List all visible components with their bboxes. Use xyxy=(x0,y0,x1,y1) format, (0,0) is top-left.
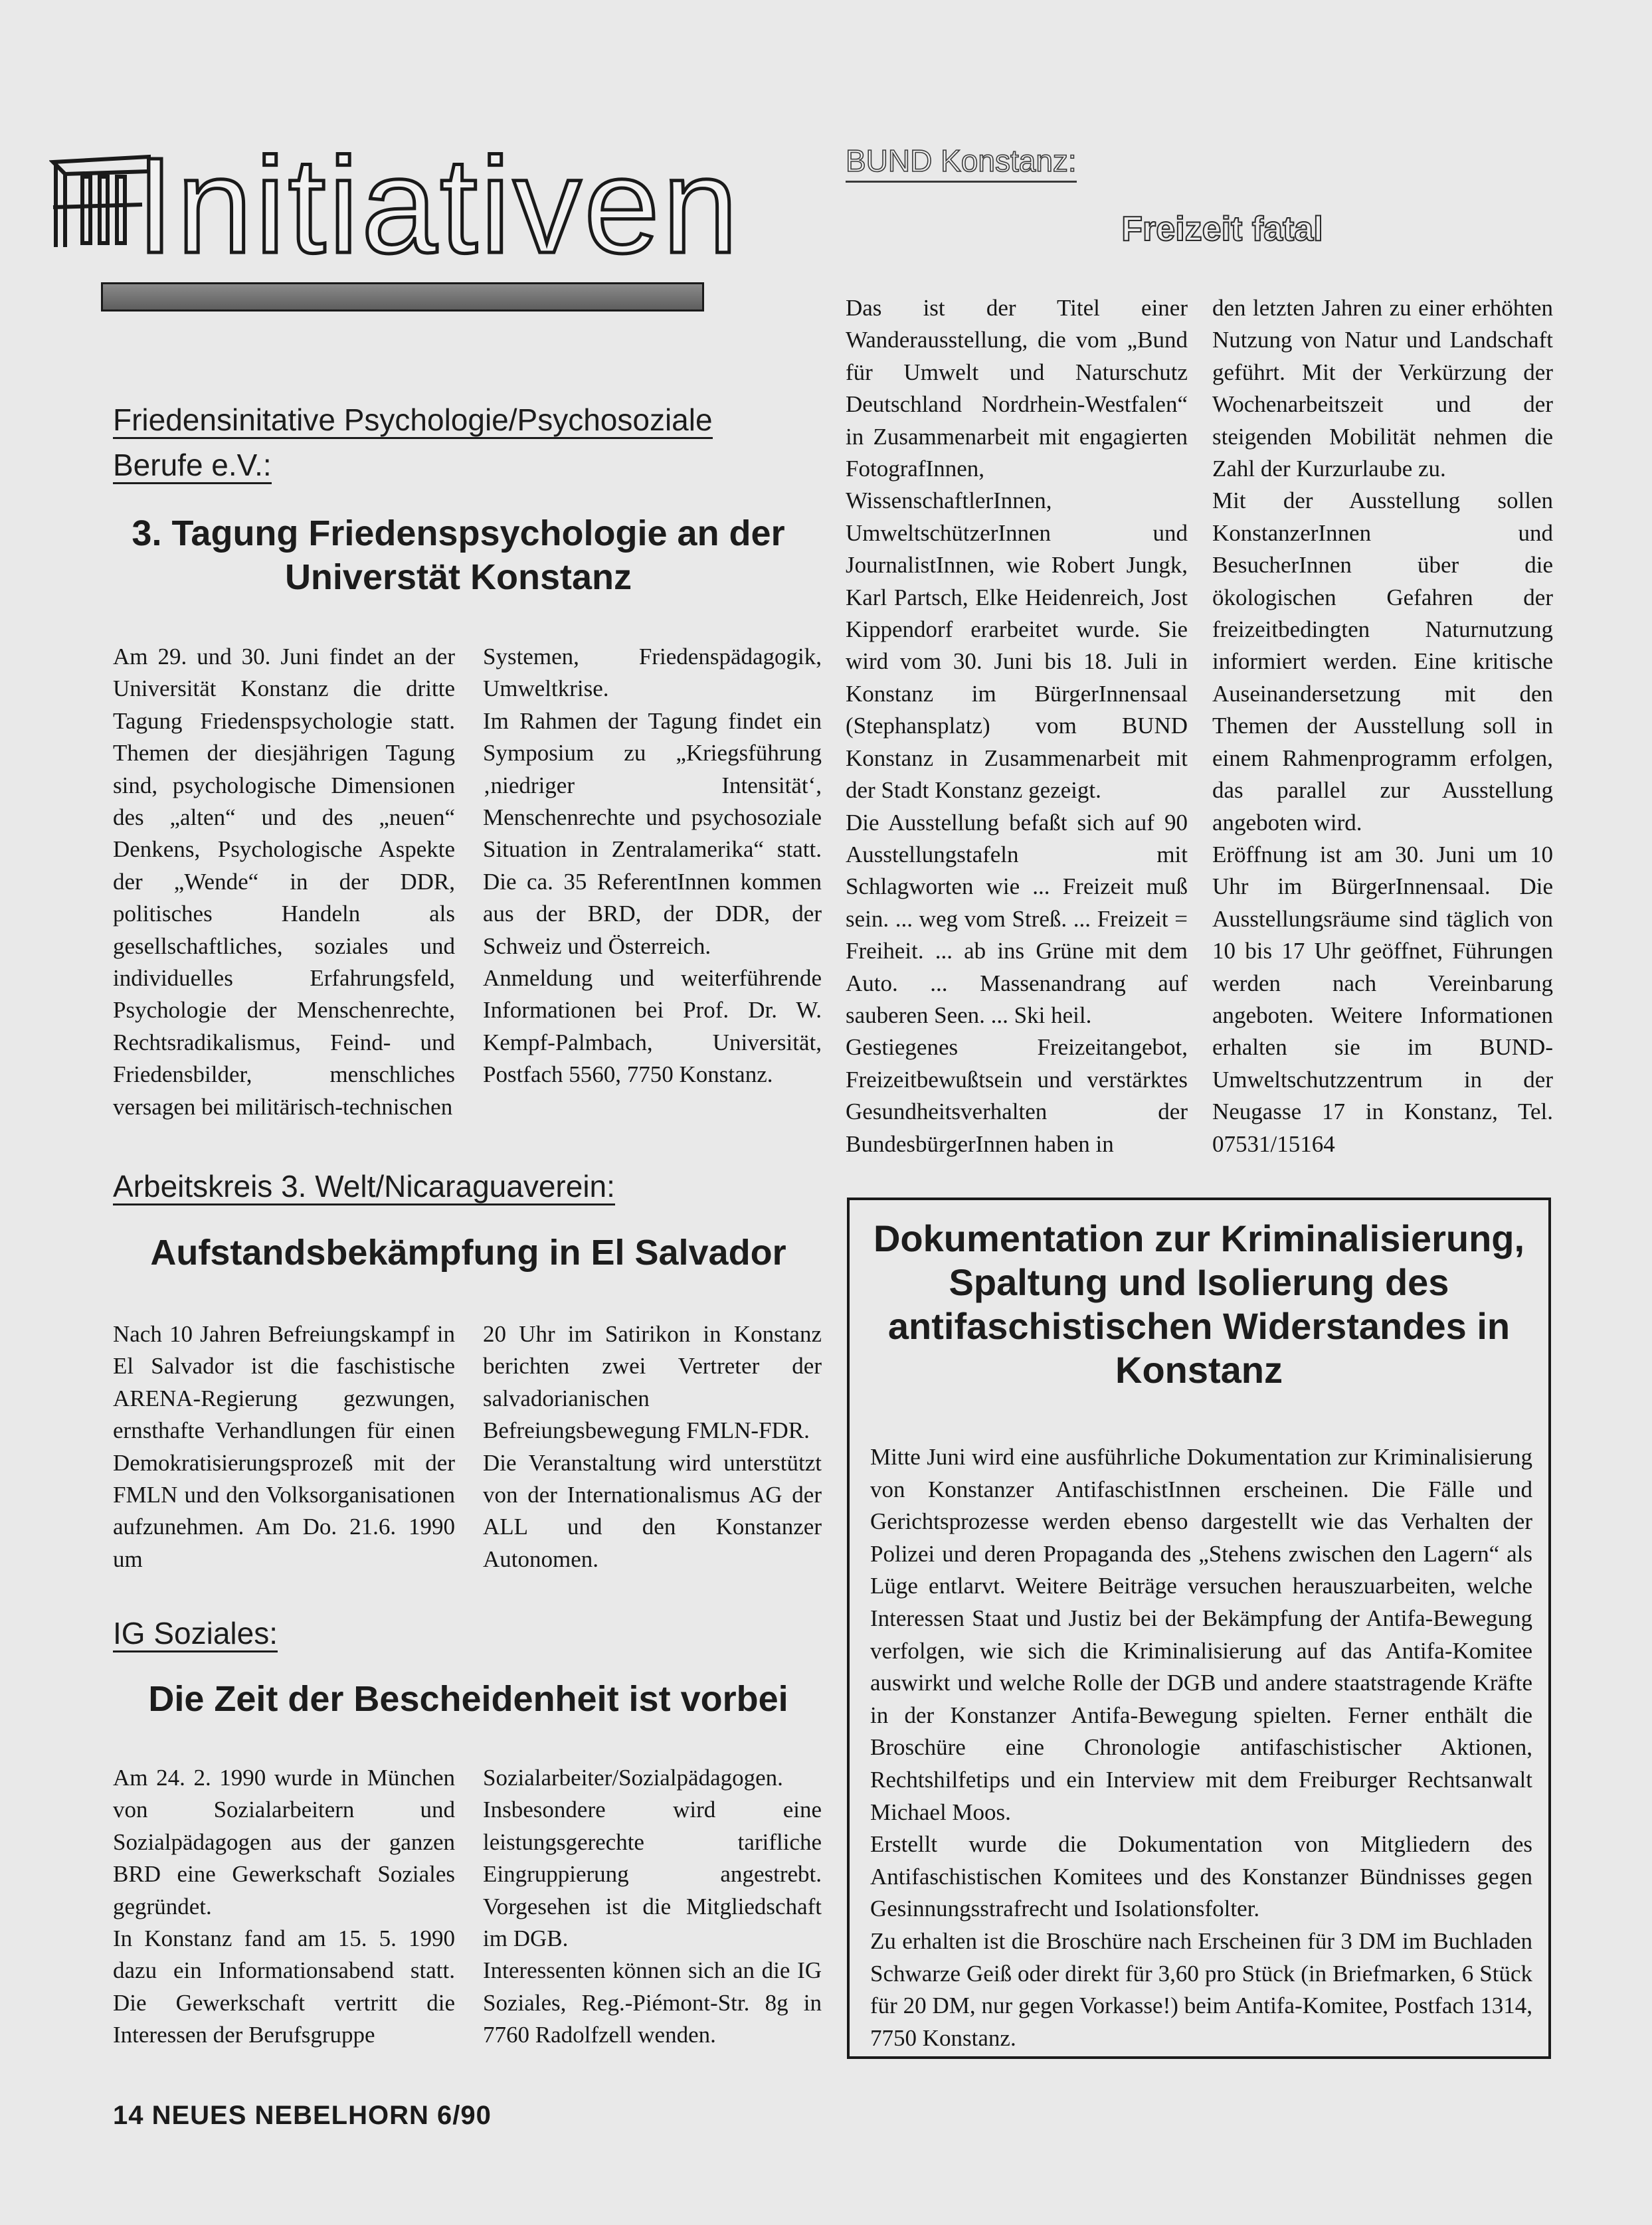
article-column-2 xyxy=(1212,292,1553,1160)
article-headline: Aufstandsbekämpfung in El Salvador xyxy=(150,1233,786,1273)
article-headline: Die Zeit der Bescheidenheit ist vorbei xyxy=(148,1679,788,1719)
page-footer: 14 NEUES NEBELHORN 6/90 xyxy=(113,2101,492,2130)
article-column-1 xyxy=(846,292,1188,1160)
paragraph: Erstellt wurde die Dokumentation von Mitgliedern des Antifaschistischen Komitees und des Konstanzer Bündnisses gegen Gesinnungsstrafrecht und Isolationsfolter. xyxy=(870,1831,1532,1922)
paragraph: Sozialarbeiter/Sozialpädagogen. xyxy=(483,1765,783,1791)
paragraph: 20 Uhr im Satirikon in Konstanz berichten zwei Vertreter der salvadorianischen Befreiungsbewegung FMLN-FDR. xyxy=(483,1321,822,1444)
article-column-1 xyxy=(113,641,455,1123)
paragraph: In Konstanz fand am 15. 5. 1990 dazu ein Informationsabend statt. Die Gewerkschaft vertritt die Interessen der Berufsgruppe xyxy=(113,1925,455,2048)
paragraph: Die Ausstellung befaßt sich auf 90 Ausstellungstafeln mit Schlagworten wie ... Freizeit muß sein. ... weg vom Streß. ... Freizeit = Freiheit. ... ab ins Grüne mit dem Auto. ... Massenandrang auf sauberen Seen. ... Ski heil. xyxy=(846,809,1188,1028)
paragraph: Die Veranstaltung wird unterstützt von der Internationalismus AG der ALL und den Konstanzer Autonomen. xyxy=(483,1449,822,1572)
kicker-text: Arbeitskreis 3. Welt/Nicaraguaverein: xyxy=(113,1169,615,1205)
article-column-2 xyxy=(483,1318,822,1575)
article-kicker xyxy=(113,1164,810,1209)
paragraph: Mit der Ausstellung sollen KonstanzerInnen und BesucherInnen über die ökologischen Gefahren der freizeitbedingten Naturnutzung informiert werden. Eine kritische Auseinandersetzung mit den Themen der Ausstellung soll in einem Rahmenprogramm erfolgen, das parallel zur Ausstellung angeboten wird. xyxy=(1212,488,1553,836)
article-body xyxy=(870,1441,1532,2054)
article-column-1 xyxy=(113,1762,455,2052)
masthead-title: Initiativen xyxy=(136,130,741,282)
paragraph: Eröffnung ist am 30. Juni um 10 Uhr im BürgerInnensaal. Die Ausstellungsräume sind täglich von 10 bis 17 Uhr geöffnet, Führungen werden nach Vereinbarung angeboten. Weitere Informationen erhalten sie im BUND-Umweltschutzzentrum in der Neugasse 17 in Konstanz, Tel. 07531/15164 xyxy=(1212,841,1553,1157)
paragraph: Systemen, Friedenspädagogik, Umweltkrise. xyxy=(483,644,822,702)
article-column-1 xyxy=(113,1318,455,1575)
paragraph: Insbesondere wird eine leistungsgerechte tarifliche Eingruppierung angestrebt. Vorgesehen ist die Mitgliedschaft im DGB. xyxy=(483,1797,822,1952)
paragraph: Am 24. 2. 1990 wurde in München von Sozialarbeitern und Sozialpädagogen aus der ganzen BRD eine Gewerkschaft Soziales gegründet. xyxy=(113,1765,455,1919)
article-kicker xyxy=(113,1611,511,1656)
article-kicker: BUND Konstanz: xyxy=(846,141,1077,183)
paragraph: Mitte Juni wird eine ausführliche Dokumentation zur Kriminalisierung von Konstanzer AntifaschistInnen erscheinen. Die Fälle und Gerichtsprozesse werden ebenso dargestellt wie das Verhalten der Polizei und deren Propaganda des „Stehens zwischen den Lagern“ als Lüge entlarvt. Weitere Beiträge versuchen herauszuarbeiten, welche Interessen Staat und Justiz bei der Bekämpfung der Antifa-Bewegung verfolgen, wie sich die Kriminalisierung auf das Antifa-Komitee auswirkt und welche Rolle der DGB und andere staatstragende Kräfte in der Konstanzer Antifa-Bewegung spielten. Ferner enthält die Broschüre eine Chronologie antifaschistischer Aktionen, Rechtshilfetips und ein Interview mit dem Freiburger Rechtsanwalt Michael Moos. xyxy=(870,1444,1532,1825)
paragraph: Im Rahmen der Tagung findet ein Symposium zu „Kriegsführung ‚niedriger Intensität‘, Menschenrechte und psychosoziale Situation in Zentralamerika“ statt. Die ca. 35 ReferentInnen kommen aus der BRD, der DDR, der Schweiz und Österreich. xyxy=(483,707,822,959)
article-headline: 3. Tagung Friedenspsychologie an der Universtät Konstanz xyxy=(132,513,785,597)
article-column-2 xyxy=(483,641,822,1091)
paragraph: Anmeldung und weiterführende Informationen bei Prof. Dr. W. Kempf-Palmbach, Universität, Postfach 5560, 7750 Konstanz. xyxy=(483,965,822,1088)
article-headline: Dokumentation zur Kriminalisierung, Spaltung und Isolierung des antifaschistischen Widerstandes in Konstanz xyxy=(873,1217,1525,1391)
kicker-text: Friedensinitative Psychologie/Psychosoziale Berufe e.V.: xyxy=(113,402,713,484)
paragraph: Gestiegenes Freizeitangebot, Freizeitbewußtsein und verstärktes Gesundheitsverhalten der BundesbürgerInnen haben in xyxy=(846,1034,1188,1157)
article-headline: Freizeit fatal xyxy=(1121,210,1323,248)
article-kicker xyxy=(113,397,777,488)
paragraph: Das ist der Titel einer Wanderausstellung, die vom „Bund für Umwelt und Naturschutz Deutschland Nordrhein-Westfalen“ in Zusammenarbeit mit engagierten FotografInnen, WissenschaftlerInnen, UmweltschützerInnen und JournalistInnen, wie Robert Jungk, Karl Partsch, Elke Heidenreich, Jost Kippendorf erarbeitet wurde. Sie wird vom 30. Juni bis 18. Juli in Konstanz im BürgerInnensaal (Stephansplatz) vom BUND Konstanz in Zusammenarbeit mit der Stadt Konstanz gezeigt. xyxy=(846,295,1188,804)
paragraph: Am 29. und 30. Juni findet an der Universität Konstanz die dritte Tagung Friedenspsychologie statt. Themen der diesjährigen Tagung sind, psychologische Dimensionen des „alten“ und des „neuen“ Denkens, Psychologische Aspekte der „Wende“ in der DDR, politisches Handeln als gesellschaftliches, soziales und individuelles Erfahrungsfeld, Psychologie der Menschenrechte, Rechtsradikalismus, Feind- und Friedensbilder, menschliches versagen bei militärisch-technischen xyxy=(113,644,455,1120)
masthead-bar xyxy=(101,282,704,312)
paragraph: Interessenten können sich an die IG Soziales, Reg.-Piémont-Str. 8g in 7760 Radolfzell wenden. xyxy=(483,1957,822,2048)
paragraph: Nach 10 Jahren Befreiungskampf in El Salvador ist die faschistische ARENA-Regierung gezwungen, ernsthafte Verhandlungen für einen Demokratisierungsprozeß mit der FMLN und den Volksorganisationen aufzunehmen. Am Do. 21.6. 1990 um xyxy=(113,1321,455,1572)
article-column-2 xyxy=(483,1762,822,2052)
paragraph: den letzten Jahren zu einer erhöhten Nutzung von Natur und Landschaft geführt. Mit der Verkürzung der Wochenarbeitszeit und der steigenden Mobilität nehmen die Zahl der Kurzurlaube zu. xyxy=(1212,295,1553,482)
kicker-text: IG Soziales: xyxy=(113,1616,278,1652)
paragraph: Zu erhalten ist die Broschüre nach Erscheinen für 3 DM im Buchladen Schwarze Geiß oder direkt für 3,60 pro Stück (in Briefmarken, 6 Stück für 20 DM, nur gegen Vorkasse!) beim Antifa-Komitee, Postfach 1314, 7750 Konstanz. xyxy=(870,1927,1532,2051)
